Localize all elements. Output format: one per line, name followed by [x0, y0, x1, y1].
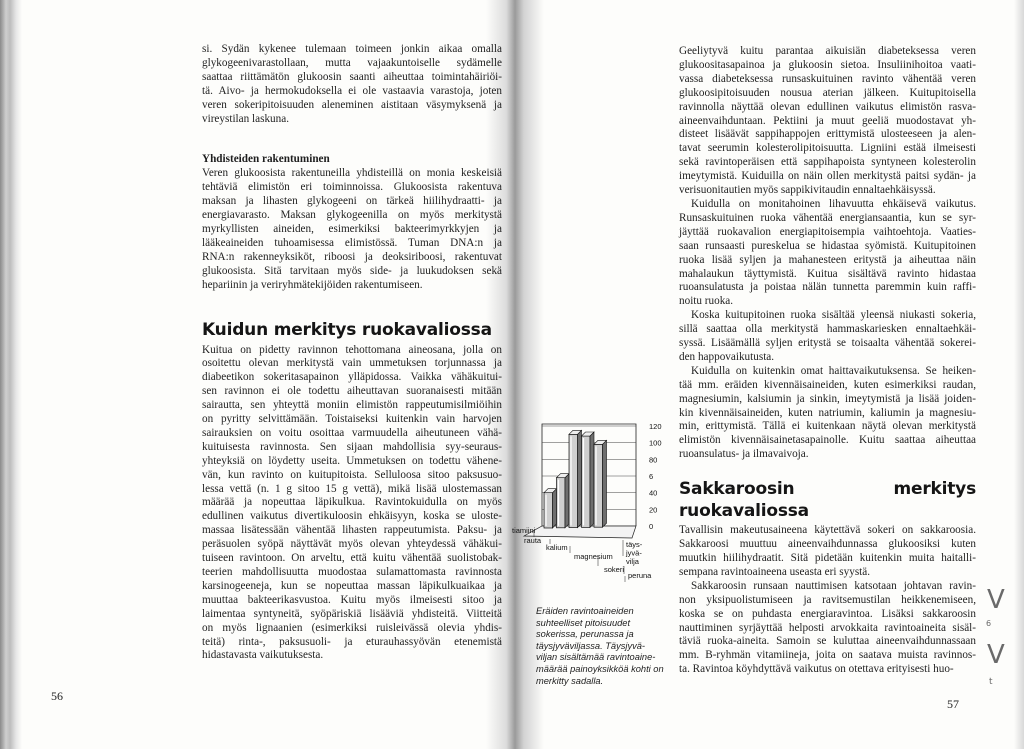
text-line: kuituisesta ravinnosta. Sen sijaan mahdollisia syy-seuraus- [202, 440, 502, 453]
text-line: mm. B-ryhmän vitamiineja, joita on saatava muista ravinnos- [679, 649, 976, 662]
text-line: yhteyksiä on löydetty useita. Ummetuksen on todettu vähene- [202, 454, 502, 467]
text-line: glukoosista. Sitä tarvitaan myös side- ja luukudoksen sekä [202, 264, 502, 277]
chart-category-label: sokeri [604, 565, 625, 574]
text-line: ruoansulatusta ja poistaa nälän tunnetta paremmin kuin raffi- [679, 281, 976, 294]
text-line: RNA:n rakenneyksiköt, riboosi ja deoksiriboosi, rakentuvat [202, 250, 502, 263]
text-line: non yksipuolistumiseen ja ravitsemustilan heikkenemiseen, [679, 593, 976, 606]
text-line: sempana ravintoaineena useasta eri syystä. [679, 565, 871, 578]
text-line: den happovaikutusta. [679, 350, 775, 363]
text-line: Kuidulla on kuitenkin omat haittavaikutuksensa. Se heiken- [691, 364, 976, 377]
chart-bar [594, 444, 603, 527]
text-line: Kuidulla on monitahoinen lihavuutta ehkäisevä vaikutus. [691, 197, 976, 210]
text-line: ta. Ravintoa köyhdyttävä vaikutus on otettava erityisesti huo- [679, 663, 954, 676]
text-line: ravinnolla näyttää olevan edullinen vaikutus elimistön rasva- [679, 100, 976, 113]
text-line: glukoosipitoisuuden nousua aterian jälkeen. Kuitupitoisella [679, 86, 976, 99]
text-line: on myös lignaanien (esimerkiksi ruisleivässä olevia yhdis- [202, 621, 502, 634]
text-line: si. Sydän kykenee tulemaan toimeen jonkin aikaa omalla [202, 43, 502, 55]
chart-category-label: peruna [628, 571, 652, 580]
text-line: laimentaa syntyneitä, syöpäriskiä lisääviä yhdisteitä. Viitteitä [202, 607, 502, 620]
chart-bar-side [590, 432, 594, 527]
chart-bar-side [565, 474, 569, 528]
chart-category-label: kalium [546, 543, 568, 552]
handwritten-mark-top: V [987, 585, 1005, 615]
text-line: mahalaukun täyttymistä. Kuitua sisältävä ravinto hidastaa [679, 267, 976, 280]
chart-bar [557, 478, 566, 528]
text-line: noitu ruoka. [679, 295, 734, 308]
chart-bar-side [578, 430, 582, 527]
chart-ytick-label: 100 [649, 438, 662, 448]
fibre-benefits-paragraph [679, 45, 976, 462]
left-page-column [202, 43, 502, 663]
text-line: muutkin hiilihydraatit. Sitä pidetään kuitenkin muita haitalli- [679, 552, 976, 564]
text-line: karsinogeeneja, kun se nopeuttaa massan läpikulkuaikaa ja [202, 579, 502, 592]
synthesis-paragraph [202, 167, 502, 292]
nutrient-chart [512, 416, 672, 598]
text-line: Sakkaroosi muuttuu aineenvaihdunnassa glukoosiksi kuten [679, 538, 976, 551]
text-line: myrkyllisten aineiden, esimerkiksi bakteerimyrkkyjen ja [202, 222, 502, 235]
text-line: elimistön kivennäisainetasapainolle. Kuitu saattaa aiheuttaa [679, 434, 976, 447]
text-line: jäyttää ruokavalion energiapitoisempia vaihtoehtoja. Vaaties- [679, 225, 976, 238]
text-line: on pyritty selvittämään. Toistaiseksi kuitenkin vain harvojen [202, 413, 502, 426]
handwritten-mark-tiny: t [989, 677, 993, 687]
text-line: glukoositasapainoa ja glukoosin sietoa. Insuliinihoitoa vaati- [679, 58, 976, 71]
text-line: energiavarasto. Maksan glykogeenilla on myös merkitystä [202, 209, 502, 222]
text-line: ruoansulatus- ja ilmavaivoja. [679, 448, 809, 461]
text-line: edullinen vaikutus divertikuloosin ehkäisyyn, koska se uloste- [202, 510, 502, 523]
chart-ytick-label: 40 [649, 488, 658, 498]
text-line: Sakkaroosin runsaan nauttimisen katsotaan johtavan ravin- [691, 579, 976, 592]
page-number-right: 57 [947, 697, 959, 711]
text-line: vireystilan laskuna. [202, 112, 289, 125]
text-line: min, erittymistä. Tällä ei kuitenkaan näytä olevan merkitystä [679, 420, 976, 433]
heading-fibre: Kuidun merkitys ruokavaliossa [202, 319, 492, 340]
chart-ytick-label: 120 [649, 422, 662, 431]
text-line: syssä. Lisäämällä syljen eritystä se toisaalta vähentää sokerei- [679, 337, 976, 350]
chart-ytick-label: 80 [649, 455, 658, 465]
chart-ytick-label: 6 [649, 472, 654, 481]
text-line: sairautta, sen yhteyttä moniin elimistön rappeutumisilmiöihin [202, 399, 502, 412]
text-line: aineenvaihduntaan. Pektiini ja muut geeliä muodostavat yh- [679, 114, 976, 127]
text-line: sen ravinnon ei ole todettu aiheuttavan suoranaisesti mitään [202, 385, 502, 398]
chart-bar [569, 434, 578, 527]
chart-category-label: magnesium [574, 552, 613, 561]
sucrose-paragraph [679, 524, 976, 677]
text-line: tehtäviä elimistön eri toiminnoissa. Glukoosista rakentuva [202, 181, 502, 194]
chart-bar-side [553, 489, 557, 528]
text-line: magnesiumin, kalsiumin ja sinkin, imeytymistä ja lisää joiden- [679, 392, 976, 405]
chart-category-label: jyvä- [626, 548, 642, 558]
text-line: nauttiminen syrjäyttää helposti arvokkaita ravintoaineita sisäl- [679, 621, 976, 634]
text-line: tää mm. eräiden kivennäisaineiden, kuten esimerkiksi raudan, [679, 378, 976, 391]
text-line: tä. Aivo- ja hermokudoksella ei ole vastaavia varastoja, joten [202, 84, 502, 97]
text-line: diabeetikon sokeritasapainon ylläpidossa. Vaikka vähäkuitui- [202, 371, 502, 384]
text-line: maksan ja lihasten glykogeeni on tärkeä hiilihydraatti- ja [202, 195, 502, 208]
text-line: Runsaskuituinen ruoka vähentää energiansaantia, kun se syr- [679, 211, 976, 224]
chart-category-label: täys- [626, 540, 643, 549]
text-line: Veren glukoosista rakentuneilla yhdisteillä on monia keskeisiä [202, 167, 502, 180]
text-line: verisuonitautien myös sappikivitaudin ennaltaehkäisyssä. [679, 184, 936, 197]
handwritten-mark-small: 6 [986, 619, 992, 628]
text-line: ruoka lisää syljen ja mahanesteen eritystä ja aiheuttaa näin [679, 253, 976, 266]
text-line: sairauksien on voitu osoittaa varmuudella aiheutuneen vähä- [202, 426, 502, 439]
text-line: muuttaa bakteerikasvustoa. Kuitu myös ilmeisesti sitoo ja [202, 593, 502, 606]
text-line: teitä) rinta-, paksusuoli- ja eturauhassyövän etenemistä [202, 635, 502, 648]
text-line: tavat seerumin kolesterolipitoisuutta. Ligniini estää ilmeisesti [679, 142, 976, 155]
chart-bar [582, 436, 591, 527]
text-line: Koska kuitupitoinen ruoka sisältää yleensä niukasti sokeria, [691, 309, 976, 322]
chart-bar-side [603, 440, 607, 527]
page-number-left: 56 [51, 689, 63, 703]
text-line: koska se on puhdasta energiaravintoa. Lisäksi sakkaroosin [679, 607, 976, 620]
text-line: glykogeenivarastollaan, mutta vajaakuntoiselle sydämelle [202, 56, 502, 69]
text-line: imeytymistä. Kuiduilla on näin ollen merkitystä paitsi sydän- ja [679, 170, 976, 183]
chart-caption: Eräiden ravintoaineiden suhteelliset pitoisuudet sokerissa, perunassa ja täysjyväviljassa. Täysjyvä-viljan sisältämää ravintoaine-määrää painoyksikköä kohti on merkitty sadalla. [536, 606, 664, 686]
chart-ytick-label: 0 [649, 522, 654, 531]
intro-paragraph [202, 43, 502, 126]
text-line: Geeliytyvä kuitu parantaa aikuisiän diabeteksessa veren [679, 45, 976, 57]
text-line: hepariinin ja veriryhmätekijöiden rakentumiseen. [202, 278, 423, 291]
text-line: disteet lisäävät sappihappojen erittymistä ulosteeseen ja alen- [679, 128, 976, 141]
text-line: vassa diabeteksessa runsaskuituinen ravinto vähentää veren [679, 72, 976, 85]
text-line: tuiseen ravintoon. On arveltu, että kuitu vähentää suolistobak- [202, 552, 502, 565]
text-line: täviä ruoka-aineita. Samoin se kuluttaa aineenvaihdunnassaan [679, 635, 976, 648]
chart-ytick-label: 20 [649, 505, 658, 515]
text-line: sillä saattaa olla merkitystä hammaskariesken ennaltaehkäi- [679, 323, 976, 336]
nutrient-chart-svg [512, 416, 672, 598]
heading-sucrose: Sakkaroosin merkitys ruokavaliossa [679, 479, 976, 522]
text-line: massaa lisätessään vähentää lihasten rappeutumista. Paksu- ja [202, 524, 502, 537]
chart-category-label: vilja [626, 557, 639, 566]
text-line: sekä ravintoperäisen että sappihapoista syntyneen kolesterolin [679, 156, 976, 169]
text-line: Kuitua on pidetty ravinnon tehottomana aineosana, jolla on [202, 343, 502, 356]
text-line: kin kivennäisaineiden, kuten natriumin, kaliumin ja magnesiu- [679, 406, 976, 419]
subheading-synthesis: Yhdisteiden rakentuminen [202, 153, 330, 166]
text-line: veren sokeripitoisuuden aleneminen aistitaan väsymyksenä ja [202, 98, 502, 111]
text-line: lääkeaineiden tuhoamisessa elimistössä. Tuman DNA:n ja [202, 236, 502, 249]
text-line: määrää ja nopeuttaa läpikulkua. Ravintokuidulla on myös [202, 496, 502, 509]
text-line: hidastavasta vaikutuksesta. [202, 649, 324, 662]
right-page-column [679, 45, 976, 677]
text-line: saan runsaasti pureskelua se hidastaa syömistä. Kuitupitoinen [679, 239, 976, 252]
text-line: lessa vettä (n. 1 g sitoo 15 g vettä), mikä lisää ulostemassan [202, 482, 502, 495]
chart-category-label: tiamiini [512, 526, 536, 535]
chart-bar [544, 493, 553, 528]
text-line: teerien mahdollisuutta muodostaa sulamattomasta ravinnosta [202, 566, 502, 578]
chart-category-label: rauta [524, 536, 542, 545]
text-line: Tavallisin makeutusaineena käytettävä sokeri on sakkaroosia. [679, 524, 976, 537]
handwritten-mark-bottom: V [987, 640, 1005, 670]
right-page-edge [1014, 0, 1024, 749]
text-line: saattaa riittämätön glukoosin saanti aiheuttaa toimintahäiriöi- [202, 70, 502, 83]
left-page-edge [0, 0, 22, 749]
text-line: osoitettu olevan merkitystä vain ummetuksen torjunnassa ja [202, 357, 502, 370]
text-line: vän, kun ravinto on kuitupitoista. Selluloosa sitoo paksusuo- [202, 468, 502, 481]
text-line: peräsuolen syöpä näyttävät myös olevan yhteydessä vähäkui- [202, 538, 502, 551]
fibre-paragraph [202, 344, 502, 664]
